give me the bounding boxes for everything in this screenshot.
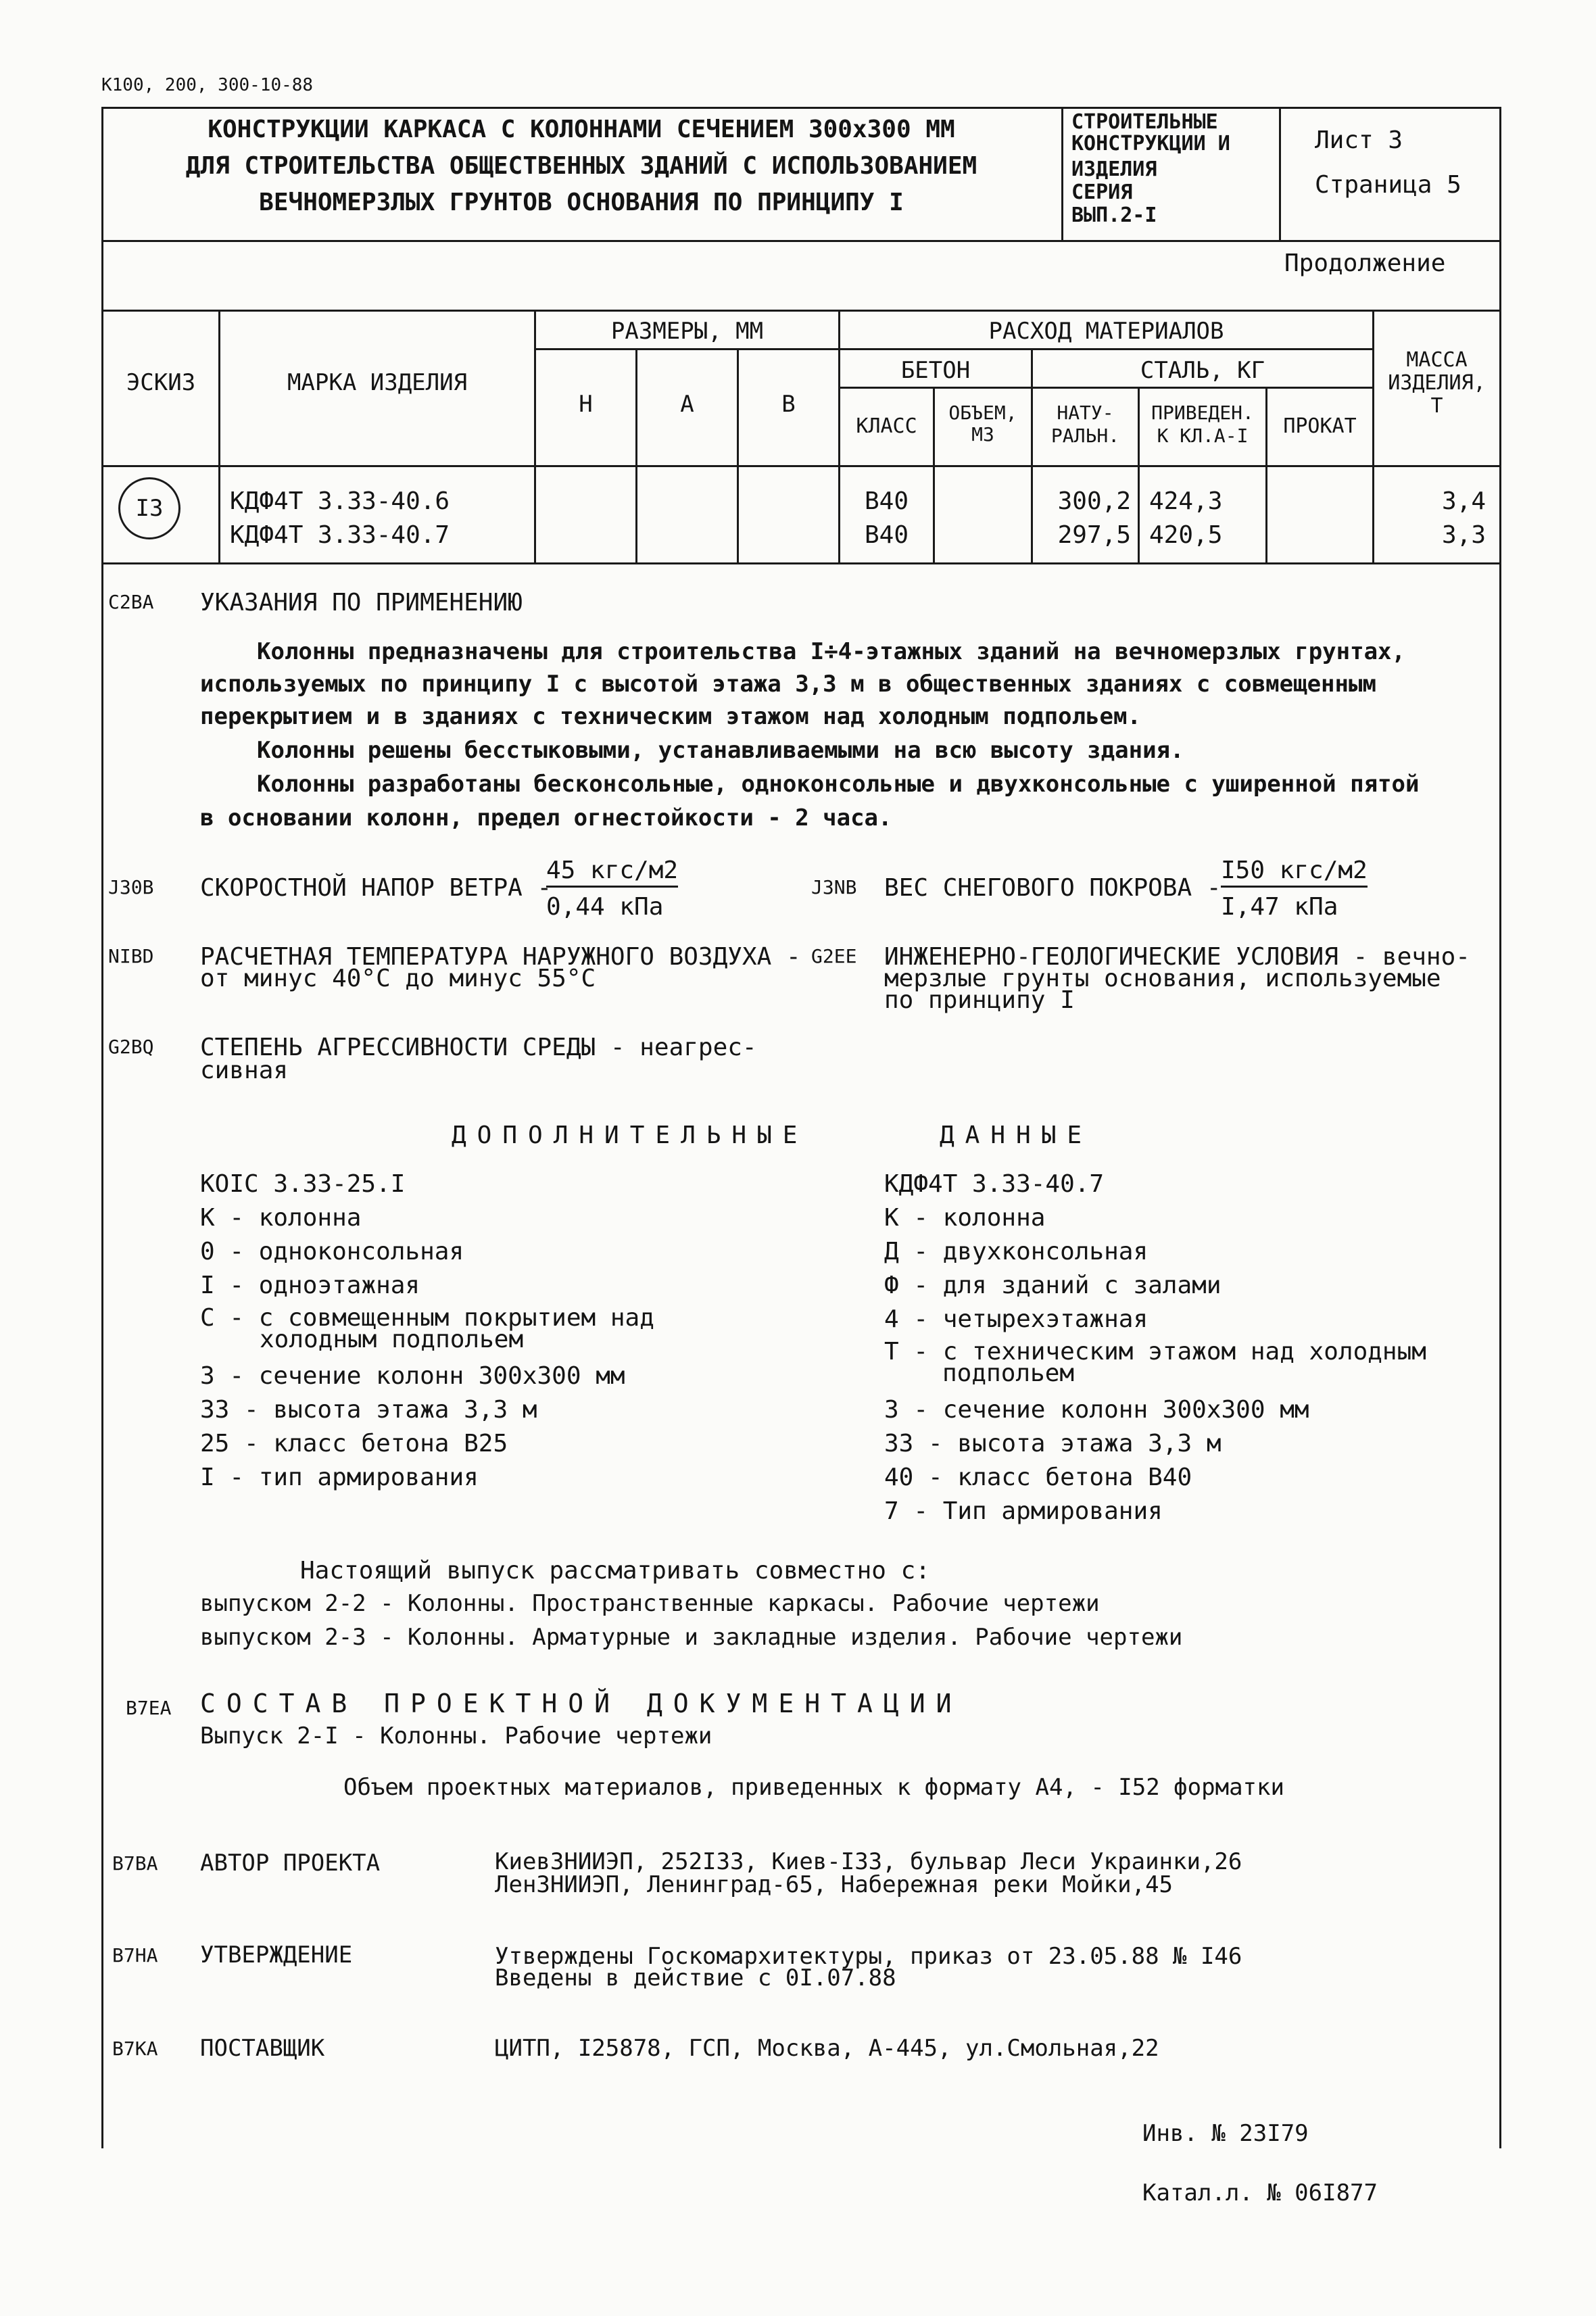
joint-line-2: выпуском 2-2 - Колонны. Пространственные каркасы. Рабочие чертежи — [200, 1590, 1100, 1617]
col-sep-mark — [534, 310, 536, 564]
inventory-number: Инв. № 23I79 — [1142, 2120, 1309, 2147]
code-b7ka: В7КА — [112, 2037, 158, 2060]
col-sep-a — [737, 348, 739, 564]
row-2-class: В40 — [864, 521, 909, 549]
author-label: АВТОР ПРОЕКТА — [200, 1850, 381, 1877]
additional-title-left: ДОПОЛНИТЕЛЬНЫЕ — [452, 1121, 808, 1149]
header-materials: РАСХОД МАТЕРИАЛОВ — [988, 318, 1224, 345]
series-line-1: СТРОИТЕЛЬНЫЕ — [1071, 110, 1218, 134]
header-a: А — [680, 391, 694, 418]
row-2-reduced: 420,5 — [1149, 521, 1223, 549]
usage-line-6: в основании колонн, предел огнестойкости - 2 часа. — [200, 804, 892, 831]
title-line-1: КОНСТРУКЦИИ КАРКАСА С КОЛОННАМИ СЕЧЕНИЕМ 300х300 ММ — [208, 116, 955, 143]
sketch-number: I3 — [135, 495, 164, 522]
header-volume-1: ОБЪЕМ, — [948, 402, 1017, 424]
left-item-5: 3 - сечение колонн 300х300 мм — [200, 1362, 625, 1390]
code-b7ha: В7НА — [112, 1944, 158, 1967]
series-line-4: СЕРИЯ — [1071, 180, 1133, 204]
code-g2bq: G2ВQ — [108, 1036, 154, 1058]
composition-line-1: Выпуск 2-I - Колонны. Рабочие чертежи — [200, 1722, 712, 1750]
author-line-1: КиевЗНИИЭП, 252I33, Киев-I33, бульвар Леси Украинки,26 — [495, 1848, 1242, 1875]
usage-line-5: Колонны разработаны бесконсольные, одноконсольные и двухконсольные с уширенной пятой — [257, 771, 1420, 798]
left-item-3: I - одноэтажная — [200, 1272, 420, 1299]
right-item-4: 4 - четырехэтажная — [884, 1305, 1148, 1333]
right-item-2: Д - двухконсольная — [884, 1238, 1148, 1265]
approval-line-2: Введены в действие с 0I.07.88 — [495, 1964, 896, 1992]
right-item-9: 7 - Тип армирования — [884, 1497, 1163, 1525]
usage-line-1: Колонны предназначены для строительства I÷4-этажных зданий на вечномерзлых грунтах, — [257, 638, 1405, 665]
table-top-border — [101, 310, 1501, 312]
header-mass-1: МАССА — [1406, 348, 1468, 372]
right-item-3: Ф - для зданий с залами — [884, 1272, 1222, 1299]
continuation-label: Продолжение — [1284, 249, 1446, 277]
left-item-1: К - колонна — [200, 1204, 362, 1232]
sheet-number: Лист 3 — [1315, 126, 1403, 154]
table-header-bottom — [101, 465, 1501, 467]
page-number: Страница 5 — [1315, 171, 1461, 199]
header-mass-3: Т — [1430, 394, 1443, 418]
approval-label: УТВЕРЖДЕНИЕ — [200, 1941, 353, 1969]
code-g2ee: G2ЕЕ — [811, 945, 857, 967]
row-1-class: В40 — [864, 487, 909, 515]
header-reduced-1: ПРИВЕДЕН. — [1151, 402, 1254, 424]
composition-volume: Объем проектных материалов, приведенных к формату А4, - I52 форматки — [343, 1774, 1284, 1801]
right-item-5-cont: подпольем — [942, 1359, 1075, 1387]
header-steel: СТАЛЬ, КГ — [1140, 357, 1265, 384]
row-2-mass: 3,3 — [1441, 521, 1486, 549]
row-1-mark: КДФ4Т 3.33-40.6 — [230, 487, 450, 515]
sketch-number-circle — [118, 477, 180, 539]
series-line-3: ИЗДЕЛИЯ — [1071, 158, 1157, 181]
right-item-1: К - колонна — [884, 1204, 1046, 1232]
wind-top-value: 45 кгс/м2 — [546, 857, 678, 888]
right-item-6: 3 - сечение колонн 300х300 мм — [884, 1396, 1309, 1424]
left-item-6: 33 - высота этажа 3,3 м — [200, 1396, 537, 1424]
right-item-8: 40 - класс бетона В40 — [884, 1464, 1192, 1491]
header-mark: МАРКА ИЗДЕЛИЯ — [287, 369, 468, 396]
header-divider-2 — [1279, 107, 1281, 242]
table-header-row1 — [534, 348, 1372, 350]
table-bottom-border — [101, 562, 1501, 564]
header-rolled: ПРОКАТ — [1283, 414, 1357, 438]
header-volume-2: М3 — [971, 423, 994, 445]
row-2-natural: 297,5 — [1057, 521, 1131, 549]
row-1-mass: 3,4 — [1441, 487, 1486, 515]
code-j3nb: J3NВ — [811, 876, 857, 898]
left-item-8: I - тип армирования — [200, 1464, 479, 1491]
header-top-border — [101, 107, 1501, 109]
header-natural-2: РАЛЬН. — [1050, 425, 1120, 447]
supplier-line-1: ЦИТП, I25878, ГСП, Москва, А-445, ул.Смольная,22 — [495, 2035, 1159, 2062]
header-b: В — [781, 391, 796, 418]
left-item-2: 0 - одноконсольная — [200, 1238, 464, 1265]
left-item-4: С - с совмещенным покрытием над — [200, 1304, 654, 1332]
table-header-row2 — [838, 387, 1372, 389]
series-line-5: ВЫП.2-I — [1071, 203, 1157, 227]
wind-top — [546, 857, 678, 884]
left-item-4-cont: холодным подпольем — [260, 1326, 524, 1353]
row-1-natural: 300,2 — [1057, 487, 1131, 515]
joint-line-3: выпуском 2-3 - Колонны. Арматурные и закладные изделия. Рабочие чертежи — [200, 1624, 1183, 1651]
series-line-2: КОНСТРУКЦИИ И — [1071, 132, 1230, 155]
title-line-3: ВЕЧНОМЕРЗЛЫХ ГРУНТОВ ОСНОВАНИЯ ПО ПРИНЦИПУ I — [259, 189, 904, 216]
code-c2ba: С2ВА — [108, 591, 154, 613]
aggressiveness-line-2: сивная — [200, 1057, 289, 1084]
header-divider-1 — [1061, 107, 1063, 242]
code-b7ea: В7ЕА — [126, 1697, 172, 1719]
row-1-reduced: 424,3 — [1149, 487, 1223, 515]
col-sep-reduced — [1265, 387, 1267, 564]
header-reduced-2: К КЛ.А-I — [1157, 425, 1249, 447]
snow-top-value: I50 кгс/м2 — [1221, 857, 1368, 888]
catalog-number: Катал.л. № 06I877 — [1142, 2179, 1378, 2206]
geology-line-1: ИНЖЕНЕРНО-ГЕОЛОГИЧЕСКИЕ УСЛОВИЯ - вечно- — [884, 943, 1470, 971]
code-nibd: NIВD — [108, 945, 154, 967]
header-sketch: ЭСКИЗ — [126, 369, 196, 396]
joint-line-1: Настоящий выпуск рассматривать совместно с: — [300, 1557, 930, 1585]
wind-bottom: 0,44 кПа — [546, 893, 664, 921]
right-item-7: 33 - высота этажа 3,3 м — [884, 1430, 1222, 1457]
temperature-line-2: от минус 40°С до минус 55°С — [200, 965, 596, 992]
row-2-mark: КДФ4Т 3.33-40.7 — [230, 521, 450, 549]
wind-label: СКОРОСТНОЙ НАПОР ВЕТРА - — [200, 874, 552, 902]
usage-title: УКАЗАНИЯ ПО ПРИМЕНЕНИЮ — [200, 589, 523, 617]
snow-label: ВЕС СНЕГОВОГО ПОКРОВА - — [884, 874, 1222, 902]
snow-top — [1221, 857, 1368, 884]
geology-line-2: мерзлые грунты основания, используемые — [884, 965, 1441, 992]
supplier-label: ПОСТАВЩИК — [200, 2035, 325, 2062]
header-bottom-border — [101, 240, 1501, 242]
col-sep-sketch — [218, 310, 220, 564]
aggressiveness-line-1: СТЕПЕНЬ АГРЕССИВНОСТИ СРЕДЫ - неагрес- — [200, 1034, 757, 1061]
approval-line-1: Утверждены Госкомархитектуры, приказ от 23.05.88 № I46 — [495, 1943, 1242, 1970]
geology-line-3: по принципу I — [884, 986, 1075, 1014]
frame-right-border — [1499, 107, 1501, 2148]
header-h: Н — [579, 391, 593, 418]
header-natural-1: НАТУ- — [1057, 402, 1114, 424]
right-item-5: Т - с техническим этажом над холодным — [884, 1338, 1426, 1366]
left-code: КОIС 3.33-25.I — [200, 1170, 406, 1198]
usage-line-3: перекрытием и в зданиях с техническим этажом над холодным подпольем. — [200, 703, 1141, 730]
col-sep-h — [635, 348, 637, 564]
usage-line-4: Колонны решены бесстыковыми, устанавливаемыми на всю высоту здания. — [257, 737, 1184, 764]
header-concrete: БЕТОН — [900, 357, 971, 384]
usage-line-2: используемых по принципу I с высотой этажа 3,3 м в общественных зданиях с совмещенным — [200, 671, 1376, 698]
header-class: КЛАСС — [856, 414, 917, 438]
temperature-line-1: РАСЧЕТНАЯ ТЕМПЕРАТУРА НАРУЖНОГО ВОЗДУХА - — [200, 943, 801, 971]
additional-title-right: ДАННЫЕ — [940, 1121, 1093, 1149]
author-line-2: ЛенЗНИИЭП, Ленинград-65, Набережная реки Мойки,45 — [495, 1871, 1174, 1898]
code-j30b: J30В — [108, 876, 154, 898]
composition-title: СОСТАВ ПРОЕКТНОЙ ДОКУМЕНТАЦИИ — [200, 1689, 963, 1718]
header-sizes: РАЗМЕРЫ, ММ — [610, 318, 764, 345]
header-mass-2: ИЗДЕЛИЯ, — [1388, 371, 1486, 395]
series-code-top: К100, 200, 300-10-88 — [101, 75, 314, 95]
code-b7ba: В7ВА — [112, 1852, 158, 1875]
right-code: КДФ4Т 3.33-40.7 — [884, 1170, 1105, 1198]
left-item-7: 25 - класс бетона В25 — [200, 1430, 508, 1457]
snow-bottom: I,47 кПа — [1221, 893, 1338, 921]
frame-left-border — [101, 107, 103, 2148]
title-line-2: ДЛЯ СТРОИТЕЛЬСТВА ОБЩЕСТВЕННЫХ ЗДАНИЙ С ИСПОЛЬЗОВАНИЕМ — [185, 152, 977, 180]
